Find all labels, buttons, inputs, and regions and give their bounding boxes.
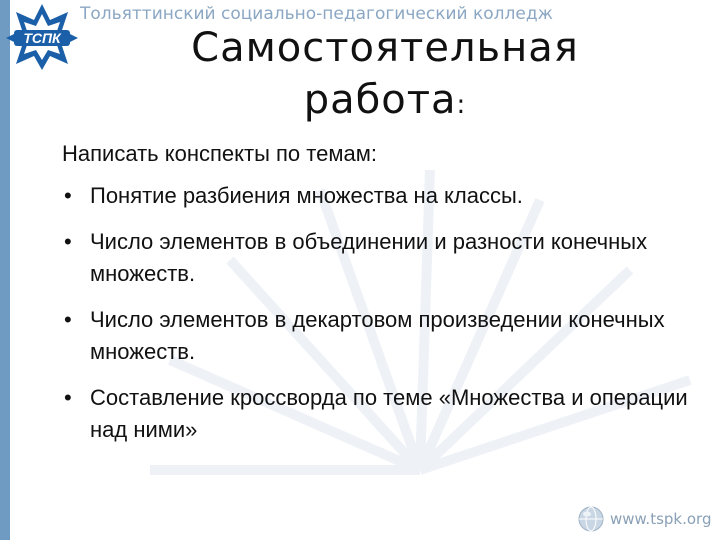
bullet-text: Составление кроссворда по теме «Множества и операции над ними» xyxy=(90,385,688,442)
title-colon: : xyxy=(456,90,467,120)
svg-text:TCПК: TCПК xyxy=(23,30,61,46)
title-line-1: Самостоятельная xyxy=(191,25,579,71)
bullet-icon: • xyxy=(64,229,72,254)
bullet-item xyxy=(62,304,712,368)
bullet-icon: • xyxy=(64,307,72,332)
college-name: Тольяттинский социально-педагогический колледж xyxy=(80,4,553,24)
title-word: работа xyxy=(303,77,457,123)
bullet-item xyxy=(62,382,712,446)
slide-content xyxy=(62,138,712,460)
bullet-list xyxy=(62,180,712,446)
bullet-icon: • xyxy=(64,385,72,410)
bullet-item xyxy=(62,226,712,290)
title-line-2 xyxy=(150,74,620,131)
slide-title xyxy=(150,22,620,131)
globe-icon xyxy=(578,506,604,532)
bullet-text: Понятие разбиения множества на классы. xyxy=(90,183,523,208)
footer-url[interactable]: www.tspk.org xyxy=(610,510,712,528)
college-logo xyxy=(4,2,80,72)
bullet-icon: • xyxy=(64,183,72,208)
intro-text: Написать конспекты по темам: xyxy=(62,141,377,166)
bullet-text: Число элементов в объединении и разности конечных множеств. xyxy=(90,229,648,286)
bullet-item xyxy=(62,180,712,212)
bullet-text: Число элементов в декартовом произведении конечных множеств. xyxy=(90,307,665,364)
